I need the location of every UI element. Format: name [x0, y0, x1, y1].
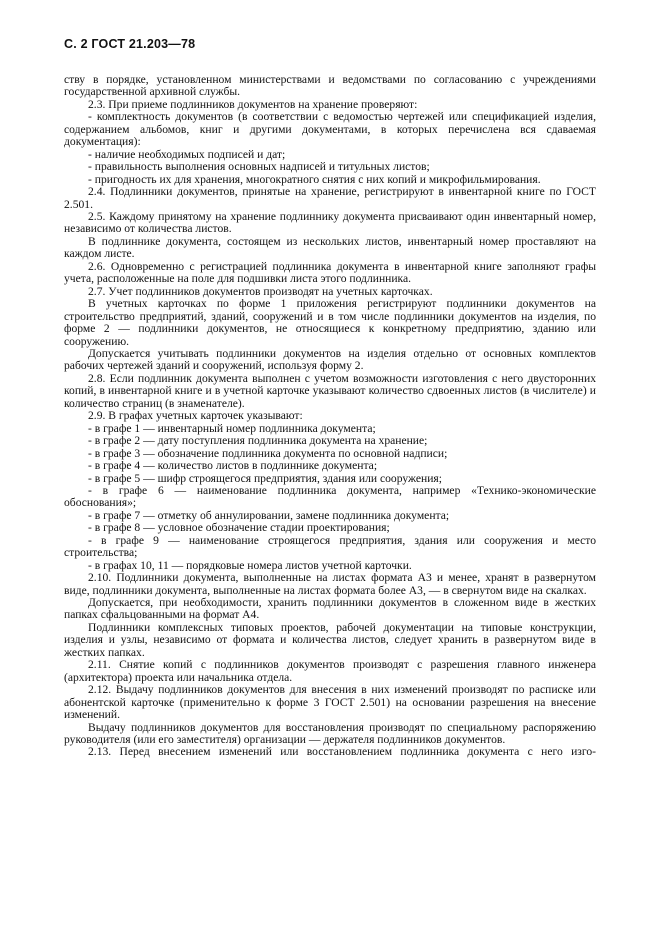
- list-item: - в графе 2 — дату поступления подлинника документа на хранение;: [88, 434, 428, 448]
- document-body: [64, 74, 596, 759]
- paragraph: В подлиннике документа, состоящем из нескольких листов, инвентарный номер проставляют на каждом листе.: [64, 234, 596, 261]
- paragraph: 2.9. В графах учетных карточек указывают:: [88, 409, 303, 423]
- paragraph: Подлинники комплексных типовых проектов, рабочей документации на типовые конструкции, изделия и узлы, независимо от формата и количества листов, следует хранить в развернутом виде в жестких папках.: [64, 620, 596, 659]
- list-item: - пригодность их для хранения, многократного снятия с них копий и микрофильмирования.: [88, 172, 541, 186]
- list-item: - в графе 3 — обозначение подлинника документа по основной надписи;: [88, 446, 448, 460]
- paragraph: Допускается учитывать подлинники документов на изделия отдельно от основных комплектов рабочих чертежей зданий и сооружений, используя форму 2.: [64, 346, 596, 373]
- paragraph: 2.5. Каждому принятому на хранение подлиннику документа присваивают один инвентарный номер, независимо от количества листов.: [64, 209, 596, 236]
- paragraph: 2.8. Если подлинник документа выполнен с учетом возможности изготовления с него двусторонних копий, в инвентарной книге и в учетной карточке указывают количество сдвоенных листов (в числителе) и количество страниц (в знаменателе).: [64, 371, 596, 410]
- paragraph: 2.6. Одновременно с регистрацией подлинника документа в инвентарной книге заполняют графы учета, расположенные на поле для подшивки листа этого подлинника.: [64, 259, 596, 286]
- paragraph: 2.13. Перед внесением изменений или восстановлением подлинника документа с него изго-: [88, 745, 596, 759]
- paragraph: 2.10. Подлинники документа, выполненные на листах формата А3 и менее, хранят в развернутом виде, подлинники документа, выполненные на листах формата более А3, — в свернутом виде на скалках.: [64, 571, 596, 597]
- list-item: - в графе 1 — инвентарный номер подлинника документа;: [88, 421, 376, 435]
- paragraph: Выдачу подлинников документов для восстановления производят по специальному распоряжению руководителя (или его заместителя) организации — держателя подлинников документов.: [64, 720, 596, 747]
- paragraph: 2.11. Снятие копий с подлинников документов производят с разрешения главного инженера (архитектора) проекта или начальника отдела.: [64, 658, 596, 684]
- list-item: - наличие необходимых подписей и дат;: [88, 147, 286, 161]
- list-item: - в графе 5 — шифр строящегося предприятия, здания или сооружения;: [88, 471, 442, 485]
- list-item: - в графе 4 — количество листов в подлиннике документа;: [88, 459, 378, 473]
- page-header: С. 2 ГОСТ 21.203—78: [64, 37, 196, 51]
- list-item: - в графе 8 — условное обозначение стадии проектирования;: [88, 521, 390, 535]
- paragraph: Допускается, при необходимости, хранить подлинники документов в сложенном виде в жестких папках сфальцованными на формат А4.: [64, 596, 596, 622]
- list-item: - в графе 7 — отметку об аннулировании, замене подлинника документа;: [88, 508, 450, 522]
- paragraph: ству в порядке, установленном министерствами и ведомствами по согласованию с учреждениями государственной архивной службы.: [64, 73, 596, 99]
- list-item: - в графах 10, 11 — порядковые номера листов учетной карточки.: [88, 558, 412, 572]
- paragraph: 2.7. Учет подлинников документов производят на учетных карточках.: [88, 284, 433, 298]
- list-item: - правильность выполнения основных надписей и титульных листов;: [88, 160, 430, 174]
- paragraph: 2.12. Выдачу подлинников документов для внесения в них изменений производят по расписке или абонентской карточке (применительно к форме 3 ГОСТ 2.501) на основании разрешения на внесение изменений.: [64, 683, 596, 722]
- list-item: - в графе 6 — наименование подлинника документа, например «Технико-экономические обоснования»;: [64, 483, 596, 510]
- list-item: - комплектность документов (в соответствии с ведомостью чертежей или спецификацией изделия, содержанием альбомов, книг и другими документами, в которых перечислена вся сдаваемая документация):: [64, 110, 596, 149]
- paragraph: 2.3. При приеме подлинников документов на хранение проверяют:: [88, 97, 418, 111]
- list-item: - в графе 9 — наименование строящегося предприятия, здания или сооружения и место строительства;: [64, 533, 596, 560]
- paragraph: В учетных карточках по форме 1 приложения регистрируют подлинники документов на строительство предприятий, зданий, сооружений и в том числе подлинники документов на изделия, по форме 2 — подлинники документов, не относящиеся к конкретному предприятию, зданию или сооружению.: [64, 297, 596, 348]
- paragraph: 2.4. Подлинники документов, принятые на хранение, регистрируют в инвентарной книге по ГОСТ 2.501.: [64, 185, 596, 211]
